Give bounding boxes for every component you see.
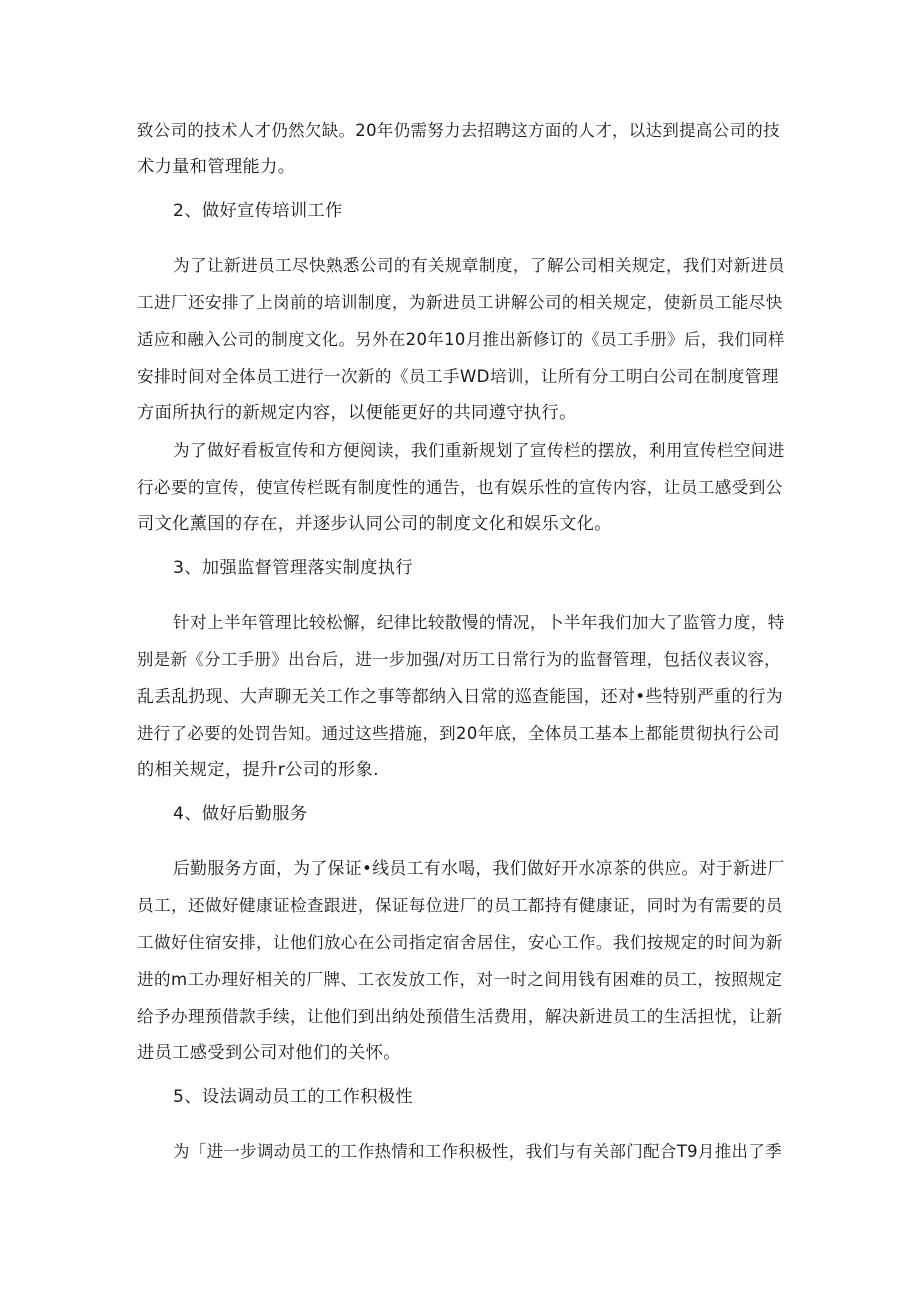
text-line: 安排时间对全体员工进行一次新的《员工手WD培训，让所有分工明白公司在制度管理	[137, 367, 779, 386]
section-heading-4: 4、做好后勤服务	[173, 804, 308, 824]
paragraph-bulletin-board	[137, 432, 785, 543]
text-line: 针对上半年管理比较松懈，纪律比较散慢的情况，卜半年我们加大了监管力度，特	[173, 613, 785, 632]
text-line: 行必要的宣传，使宣传栏既有制度性的通告，也有娱乐性的宣传内容，让员工感受到公	[137, 478, 783, 497]
text-line: 工进厂还安排了上岗前的培训制度，为新进员工讲解公司的相关规定，使新员工能尽快	[137, 293, 783, 312]
paragraph-logistics	[137, 850, 785, 1072]
document-body	[137, 112, 785, 1170]
paragraph-training	[137, 247, 785, 432]
paragraph-intro-continuation	[137, 112, 785, 186]
text-line: 为「进一步调动员工的工作热情和工作积极性，我们与有关部门配合T9月推出了季	[173, 1142, 782, 1161]
text-line: 进的m工办理好相关的厂牌、工衣发放工作，对一时之间用钱有困难的员工，按照规定	[137, 970, 783, 989]
text-line: 别是新《分工手册》出台后，进一步加强/对历工日常行为的监督管理，包括仪表议容，	[137, 650, 781, 669]
text-line: 术力量和管理能力。	[137, 157, 296, 177]
section-heading-2: 2、做好宣传培训工作	[173, 201, 343, 221]
text-line: 员工，还做好健康证检查跟进，保证每位进厂的员工都持有健康证，同时为有需要的员	[137, 896, 783, 915]
text-line: 乱丢乱扔现、大声聊无关工作之事等都纳入日常的巡查能国，还对•些特别严重的行为	[137, 686, 784, 706]
text-line: 的相关规定，提升r公司的形象.	[137, 760, 379, 780]
section-heading-5: 5、设法调动员工的工作积极性	[173, 1087, 413, 1107]
text-line: 给予办理预借款手续，让他们到出纳处预借生活费用，解决新进员工的生活担忧，让新	[137, 1007, 783, 1026]
text-line: 工做好住宿安排，让他们放心在公司指定宿舍居住，安心工作。我们按规定的时间为新	[137, 933, 783, 952]
text-line: 进行了必要的处罚告知。通过这些措施，到20年底，全体员工基本上都能贯彻执行公司	[137, 724, 780, 743]
text-line: 进员工感受到公司对他们的关怀。	[137, 1043, 401, 1063]
text-line: 为了做好看板宣传和方便阅读，我们重新规划了宣传栏的摆放，利用宣传栏空间进	[173, 441, 785, 460]
text-line: 致公司的技术人才仍然欠缺。20年仍需努力去招聘这方面的人才，以达到提高公司的技	[137, 121, 780, 140]
text-line: 适应和融入公司的制度文化。另外在20年10月推出新修订的《员工手册》后，我们同样	[137, 330, 785, 349]
section-heading-3: 3、加强监督管理落实制度执行	[173, 558, 413, 578]
text-line: 为了让新进员工尽快熟悉公司的有关规章制度，了解公司相关规定，我们对新进员	[173, 256, 785, 275]
paragraph-motivation	[137, 1133, 785, 1170]
text-line: 后勤服务方面，为了保证•线员工有水喝，我们做好开水凉茶的供应。对于新进厂	[173, 858, 785, 878]
paragraph-supervision	[137, 604, 785, 789]
text-line: 司文化薰国的存在，并逐步认同公司的制度文化和娱乐文化。	[137, 514, 612, 534]
text-line: 方面所执行的新规定内容，以便能更好的共同遵守执行。	[137, 403, 577, 423]
